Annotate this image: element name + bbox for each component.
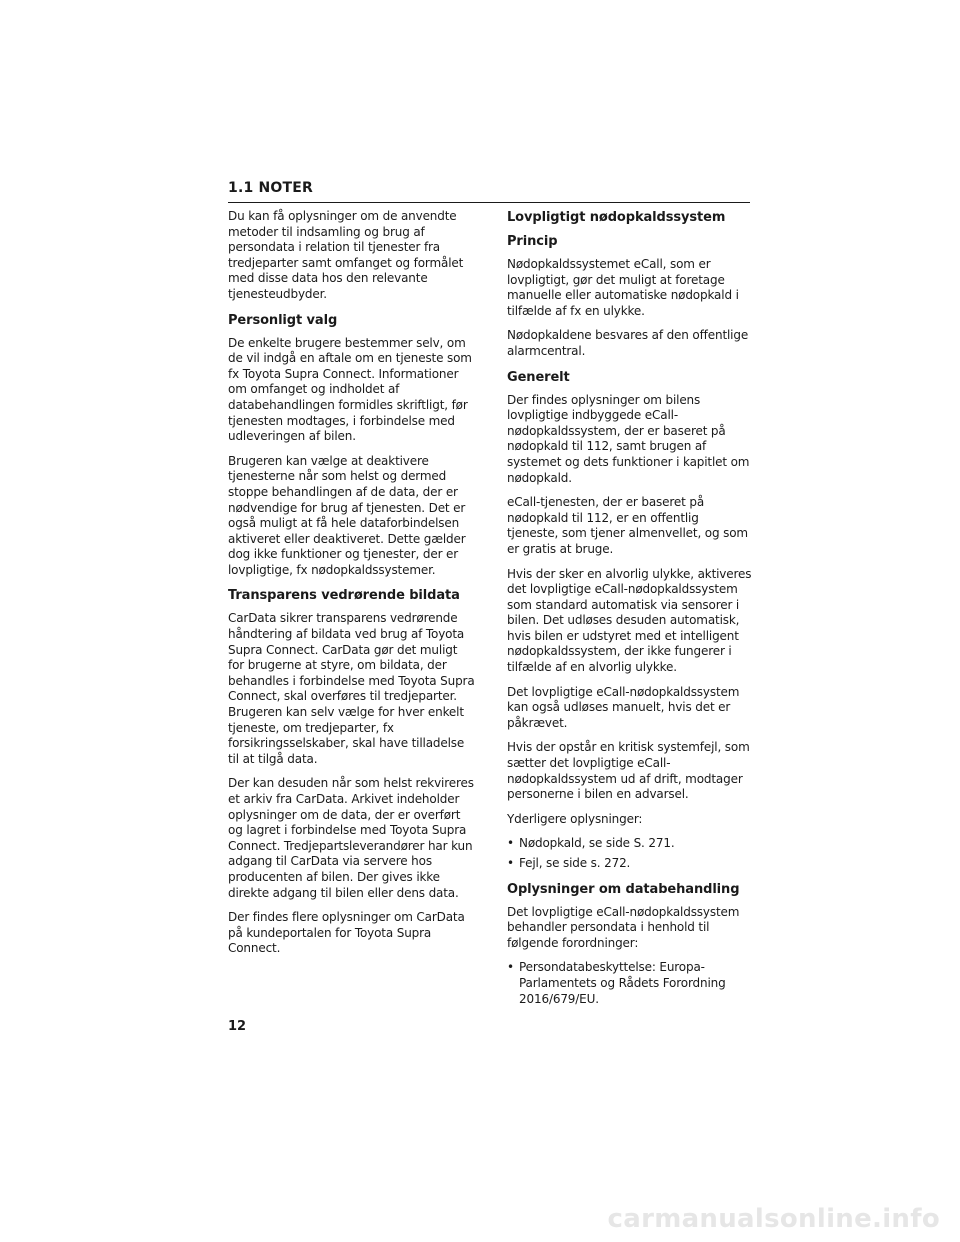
personligt-valg-paragraph-2: Brugeren kan vælge at deaktivere tjenesterne når som helst og dermed stoppe behandlingen af de data, der er nødvendige for brug af tjenesten. Det er også muligt at få hele dataforbindelsen aktiveret eller deaktiveret. Dette gælder dog ikke funktioner og tjenester, der er lovpligtige, fx nødopkaldssystemer. [228,453,466,577]
databehandling-paragraph: Det lovpligtige eCall-nødopkaldssystem behandler persondata i henhold til følgende forordninger: [507,904,740,950]
intro-paragraph: Du kan få oplysninger om de anvendte metoder til indsamling og brug af persondata i relation til tjenester fra tredjeparter samt omfanget og formålet med disse data hos den relevante tjenesteudbyder. [228,209,464,301]
personligt-valg-paragraph-1: De enkelte brugere bestemmer selv, om de vil indgå en aftale om en tjeneste som fx Toyota Supra Connect. Informationer om omfanget og indholdet af databehandlingen formidles skriftligt, før tjenesten modtages, i forbindelse med udleveringen af bilen. [228,335,472,444]
page-number: 12 [228,1019,247,1034]
left-column [228,209,476,966]
heading-princip: Princip [507,234,558,249]
princip-paragraph-2: Nødopkaldene besvares af den offentlige alarmcentral. [507,328,749,358]
regulations-list [507,960,752,1007]
transparens-paragraph-1: CarData sikrer transparens vedrørende håndtering af bildata ved brug af Toyota Supra Connect. CarData gør det muligt for brugerne at styre, om bildata, der behandles i forbindelse med Toyota Supra Connect, skal overføres til tredjeparter. Brugeren kan selv vælge for hver enkelt tjeneste, om tredjeparter, fx forsikringsselskaber, skal have tilladelse til at tilgå data. [228,611,475,766]
transparens-paragraph-2: Der kan desuden når som helst rekvireres et arkiv fra CarData. Arkivet indeholder oplysninger om de data, der er overført og lagret i forbindelse med Toyota Supra Connect. Tredjepartsleverandører har kun adgang til CarData via servere hos producenten af bilen. Der gives ikke direkte adgang til bilen eller dens data. [228,776,474,900]
right-column [507,209,752,1016]
generelt-paragraph-2: eCall-tjenesten, der er baseret på nødopkald til 112, er en offentlig tjeneste, som tjener almenvellet, og som er gratis at bruge. [507,495,748,556]
list-item: • Persondatabeskyttelse: Europa-Parlamentets og Rådets Forordning 2016/679/EU. [507,960,752,1007]
heading-personligt-valg: Personligt valg [228,312,338,328]
generelt-paragraph-3: Hvis der sker en alvorlig ulykke, aktiveres det lovpligtige eCall-nødopkaldssystem som standard automatisk via sensorer i bilen. Det udløses desuden automatisk, hvis bilen er udstyret med et intelligent nødopkaldssystem, der ikke fungerer i tilfælde af en alvorlig ulykke. [507,566,752,675]
list-item: • Nødopkald, se side S. 271. [507,836,752,852]
princip-paragraph-1: Nødopkaldssystemet eCall, som er lovpligtigt, gør det muligt at foretage manuelle eller automatiske nødopkald i tilfælde af fx en ulykke. [507,257,739,318]
heading-lovpligtigt-nodopkaldssystem: Lovpligtigt nødopkaldssystem [507,210,726,225]
watermark: carmanualsonline.info [607,1204,940,1234]
generelt-paragraph-1: Der findes oplysninger om bilens lovpligtige indbyggede eCall-nødopkaldssystem, der er baseret på nødopkald til 112, samt brugen af systemet og dets funktioner i kapitlet om nødopkald. [507,392,750,485]
section-header [228,178,750,203]
list-item: • Fejl, se side s. 272. [507,856,752,872]
generelt-paragraph-5: Hvis der opstår en kritisk systemfejl, som sætter det lovpligtige eCall-nødopkaldssystem ud af drift, modtager personerne i bilen en advarsel. [507,740,750,802]
heading-transparens: Transparens vedrørende bildata [228,588,460,604]
transparens-paragraph-3: Der findes flere oplysninger om CarData på kundeportalen for Toyota Supra Connect. [228,910,465,956]
section-title: 1.1 NOTER [228,180,313,196]
heading-oplysninger-om-databehandling: Oplysninger om databehandling [507,881,740,897]
more-info-list [507,836,752,871]
more-info-label: Yderligere oplysninger: [507,811,643,826]
heading-generelt: Generelt [507,369,570,385]
generelt-paragraph-4: Det lovpligtige eCall-nødopkaldssystem kan også udløses manuelt, hvis det er påkrævet. [507,684,740,730]
